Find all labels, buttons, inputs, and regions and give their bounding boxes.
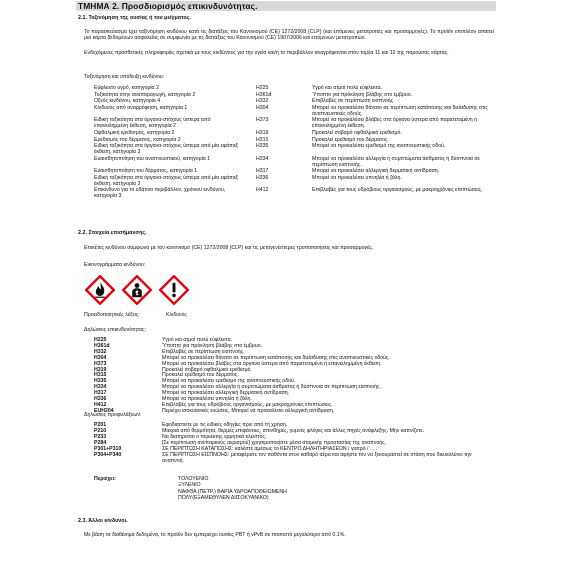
hazard-statement-code: H225: [94, 337, 107, 343]
hazard-code: H332: [256, 98, 269, 104]
classification-paragraph-2: Ενδεχόμενες προσθετικές πληροφορίες σχετικά με τους κινδύνους για την υγεία και/ή το περιβάλλον αναγράφονται στον τομέα 11 και 12 της παρούσας κάρτας.: [84, 50, 449, 56]
hazard-description: Προκαλεί ερεθισμό του δέρματος.: [312, 136, 389, 143]
hazard-description: Μπορεί να προκαλέσει θάνατο σε περίπτωση κατάποσης και διείσδυσης στις αναπνευστικές οδούς.: [312, 104, 488, 117]
hazard-statement-code: H332: [94, 348, 107, 355]
hazard-statement-text: Προκαλεί ερεθισμό του δέρματος.: [162, 372, 239, 379]
exclamation-icon: [159, 275, 189, 305]
hazard-code: H317: [256, 168, 269, 174]
health-hazard-icon: [122, 275, 152, 305]
classification-category: Οφθαλμική ερεθισμός, κατηγορία 2: [94, 130, 175, 136]
flame-icon: [85, 275, 115, 305]
hazard-description: Επιβλαβές για τους υδρόβιους οργανισμούς, με μακροχρόνιες επιπτώσεις.: [312, 187, 483, 193]
hazard-statement-code: H317: [94, 390, 107, 397]
classification-category: Ειδική τοξικότητα στα όργανα-στόχους ύστερα από επανειλημμένη έκθεση, κατηγορία 2: [94, 117, 211, 130]
hazard-statement-text: Ύποπτο για πρόκληση βλάβης στο έμβρυο.: [162, 342, 263, 349]
precaution-statement-text: Εφοδιαστείτε με τις ειδικές οδηγίες πριν από τη χρήση.: [162, 422, 288, 428]
precaution-statement-text: ΣΕ ΠΕΡΙΠΤΩΣΗ ΕΙΣΠΝΟΗΣ: μεταφέρατε τον παθόντα στον καθαρό αέρα και αφήστε τον να ξεκουραστεί σε στάση που διευκολύνει την αναπνοή.: [162, 452, 472, 465]
hazard-description: Μπορεί να προκαλέσει υπνηλία ή ζάλη.: [312, 174, 402, 181]
pictograms-title: Εικονογράμματα κινδύνου:: [84, 262, 146, 268]
precaution-statement-text: ΣΕ ΠΕΡΙΠΤΩΣΗ ΚΑΤΑΠΟΣΗΣ: καλέστε αμέσως το ΚΕΝΤΡΟ ΔΗΛΗΤΗΡΙΑΣΕΩΝ / γιατρό / . . .: [162, 446, 378, 452]
hazard-statement-text: Μπορεί να προκαλέσει υπνηλία ή ζάλη.: [162, 396, 252, 402]
section-title: ΤΜΗΜΑ 2. Προσδιορισμός επικινδυνότητας.: [78, 1, 258, 11]
classification-category: Ειδική τοξικότητα στα όργανα-στόχους ύστερα από μία εφάπαξ έκθεση, κατηγορία 3: [94, 143, 238, 156]
contained-substance: ΝΑΦΘΑ (ΠΕΤΡ.) ΒΑΡΙΑ ΥΔΡΟΑΠΟΘΕΙΩΜΕΝΗ: [178, 488, 287, 495]
subsection-2-2-heading: 2.2. Στοιχεία επισήμανσης.: [78, 230, 147, 236]
hazard-code: H335: [256, 143, 269, 149]
hazard-statement-text: Επιβλαβές για τους υδρόβιους οργανισμούς, με μακροχρόνιες επιπτώσεις.: [162, 401, 333, 408]
contained-substance: ΞΥΛΕΝΙΟ: [178, 482, 201, 489]
precaution-statements-title: Δηλώσεις προφυλάξεων:: [84, 412, 142, 418]
hazard-description: Υγρό και ατμοί πολύ εύφλεκτα.: [312, 85, 383, 91]
hazard-statement-text: Μπορεί να προκαλέσει θάνατο σε περίπτωση κατάποσης και διείσδυσης στις αναπνευστικές οδούς.: [162, 354, 390, 361]
hazard-code: H315: [256, 136, 269, 143]
classification-category: Επικίνδυνο για το υδάτινο περιβάλλον, χρόνιου κινδύνου, κατηγορία 3: [94, 187, 226, 200]
contained-substance: ΤΟΛΟΥΕΝΙΟ: [178, 476, 209, 482]
hazard-code: H225: [256, 85, 269, 91]
hazard-code: H373: [256, 117, 269, 123]
hazard-statement-text: Επιβλαβές σε περίπτωση εισπνοής.: [162, 348, 245, 355]
classification-category: Κίνδυνος από αναρρόφηση, κατηγορία 1: [94, 104, 188, 111]
hazard-description: Επιβλαβές σε περίπτωση εισπνοής.: [312, 98, 395, 104]
classification-category: Τοξικότητα στην αναπαραγωγή, κατηγορία 2: [94, 91, 196, 98]
label-intro: Επικέτες κινδύνου σύμφωνα με τον κανονισμό (CE) 1272/2008 (CLP) και τις μεταγενέστερες τροποποιήσεις και προσαρμογές.: [84, 245, 374, 251]
hazard-statement-code: H304: [94, 354, 107, 361]
hazard-description: Μπορεί να προκαλέσει αλλεργική δερματική αντίδραση.: [312, 168, 440, 174]
contains-label: Περιέχει:: [94, 476, 116, 482]
precaution-statement-code: P304+P340: [94, 452, 122, 458]
precaution-statement-text: Να διατηρείται ο περιέκτης ερμητικά κλειστός.: [162, 434, 267, 440]
classification-category: Εύφλεκτο υγρό, κατηγορία 2: [94, 85, 159, 91]
classification-category: Ευαισθητοποίηση του αναπνευστικού, κατηγορία 1: [94, 155, 211, 162]
precaution-statement-text: Μακριά από θερμότητα, θερμές επιφάνειες, σπινθήρες, γυμνές φλόγες και άλλες πηγές ανάφλεξης. Μην καπνίζετε.: [162, 428, 425, 434]
hazard-statement-text: Μπορεί να προκαλέσει βλάβες στα όργανα ύστερα από παρατεταμένη ή επανειλημμένη έκθεση.: [162, 360, 382, 367]
precaution-statement-code: P210: [94, 428, 107, 434]
hazard-statement-code: H336: [94, 396, 107, 402]
hazard-code: H334: [256, 155, 269, 162]
signal-word: Κίνδυνος: [166, 312, 187, 318]
hazard-statement-code: H412: [94, 401, 107, 408]
hazard-statement-text: Μπορεί να προκαλέσει ερεθισμό της αναπνευστικής οδού.: [162, 378, 296, 385]
hazard-statement-text: Περιέχει ισοκυανικές ενώσεις. Μπορεί να προκαλέσει αλλεργική αντίδραση.: [162, 407, 335, 414]
hazard-code: H361d: [256, 91, 272, 98]
hazard-statement-text: Προκαλεί σοβαρό οφθαλμικό ερεθισμό.: [162, 366, 252, 373]
hazard-code: H412: [256, 187, 269, 193]
hazard-description: Μπορεί να προκαλέσει βλάβες στα όργανα ύστερα από παρατεταμένη ή επανειλημμένη έκθεση.: [312, 117, 477, 130]
contained-substance: ΠΟΛΥ(ΕΞΑΜΕΘΥΛΕΝ ΔΙΙΣΟΚΥΑΝΙΚΟ): [178, 494, 269, 501]
classification-category: Ειδική τοξικότητα στα όργανα-στόχους ύστερα από μία εφάπαξ έκθεση, κατηγορία 3: [94, 174, 238, 187]
hazard-description: Μπορεί να προκαλέσει ερεθισμό της αναπνευστικής οδού.: [312, 143, 446, 149]
hazard-code: H304: [256, 104, 269, 111]
hazard-statement-code: H334: [94, 384, 107, 391]
hazard-description: Ύποπτο για πρόκληση βλάβης στο έμβρυο.: [312, 91, 413, 98]
hazard-statement-code: H315: [94, 372, 107, 379]
hazard-statement-text: Μπορεί να προκαλέσει αλλεργία ή συμπτώματα άσθματος ή δύσπνοια σε περίπτωση εισπνοής.: [162, 384, 381, 391]
hazard-description: Μπορεί να προκαλέσει αλλεργία ή συμπτώματα άσθματος ή δύσπνοια σε περίπτωση εισπνοής.: [312, 155, 480, 168]
signal-word-label: Προειδοποιητικές λέξεις:: [84, 312, 140, 318]
hazard-statement-code: H319: [94, 366, 107, 373]
hazard-statements-title: Δηλώσεις επικινδυνότητας:: [84, 327, 146, 333]
hazard-statement-text: Υγρό και ατμοί πολύ εύφλεκτα.: [162, 337, 233, 343]
hazard-statement-code: H361d: [94, 342, 110, 349]
subsection-2-3-heading: 2.3. Άλλοι κίνδυνοι.: [78, 518, 128, 524]
precaution-statement-code: P201: [94, 422, 107, 428]
hazard-code: H319: [256, 130, 269, 136]
hazard-statement-code: H335: [94, 378, 107, 385]
precaution-statement-code: P284: [94, 440, 107, 446]
precaution-statement-code: P301+P310: [94, 446, 122, 452]
hazard-description: Προκαλεί σοβαρό οφθαλμικό ερεθισμό.: [312, 130, 402, 136]
hazard-statement-code: H373: [94, 360, 107, 367]
hazard-code: H336: [256, 174, 269, 181]
precaution-statement-text: [Σε περίπτωση ανεπαρκούς αερισμού] χρησιμοποιήστε μέσα ατομικής προστασίας της αναπνοής.: [162, 440, 387, 446]
classification-table-title: Ταξινόμηση και υπόδειξη κινδύνου:: [84, 74, 165, 80]
classification-category: Ερεθισμός του δέρματος, κατηγορία 2: [94, 136, 181, 143]
classification-category: Οξεός κινδύνου, κατηγορία 4: [94, 98, 161, 104]
hazard-statement-code: EUH204: [94, 407, 114, 414]
subsection-2-1-heading: 2.1. Ταξινόμηση της ουσίας ή του μείγματος.: [78, 15, 191, 21]
classification-paragraph-1: Το παρασκεύασμα έχει ταξινόμηση κινδύνου κατά τις διατάξεις του Κανονισμού (CE) 1272/2008 (CLP) (και επόμενες μετατροπές και προσαρμογές). Το προϊόν επιπλέον απαιτεί μια κάρτα δεδομένων ασφαλείας σε συμφωνία με τις διατάξεις του Κανονισμού (CE) 1907/2006 και επόμενων μετατροπών.: [84, 29, 494, 42]
hazard-statement-text: Μπορεί να προκαλέσει αλλεργική δερματική αντίδραση.: [162, 390, 290, 397]
other-hazards-text: Με βάση τα διαθέσιμα δεδομένα, το προϊόν δεν εμπεριέχει ουσίες PBT ή vPvB σε ποσοστό μεγαλύτερο από 0.1%.: [84, 532, 346, 538]
precaution-statement-code: P233: [94, 434, 107, 440]
classification-category: Ευαισθητοποίηση του δέρματος, κατηγορία 1: [94, 168, 198, 174]
